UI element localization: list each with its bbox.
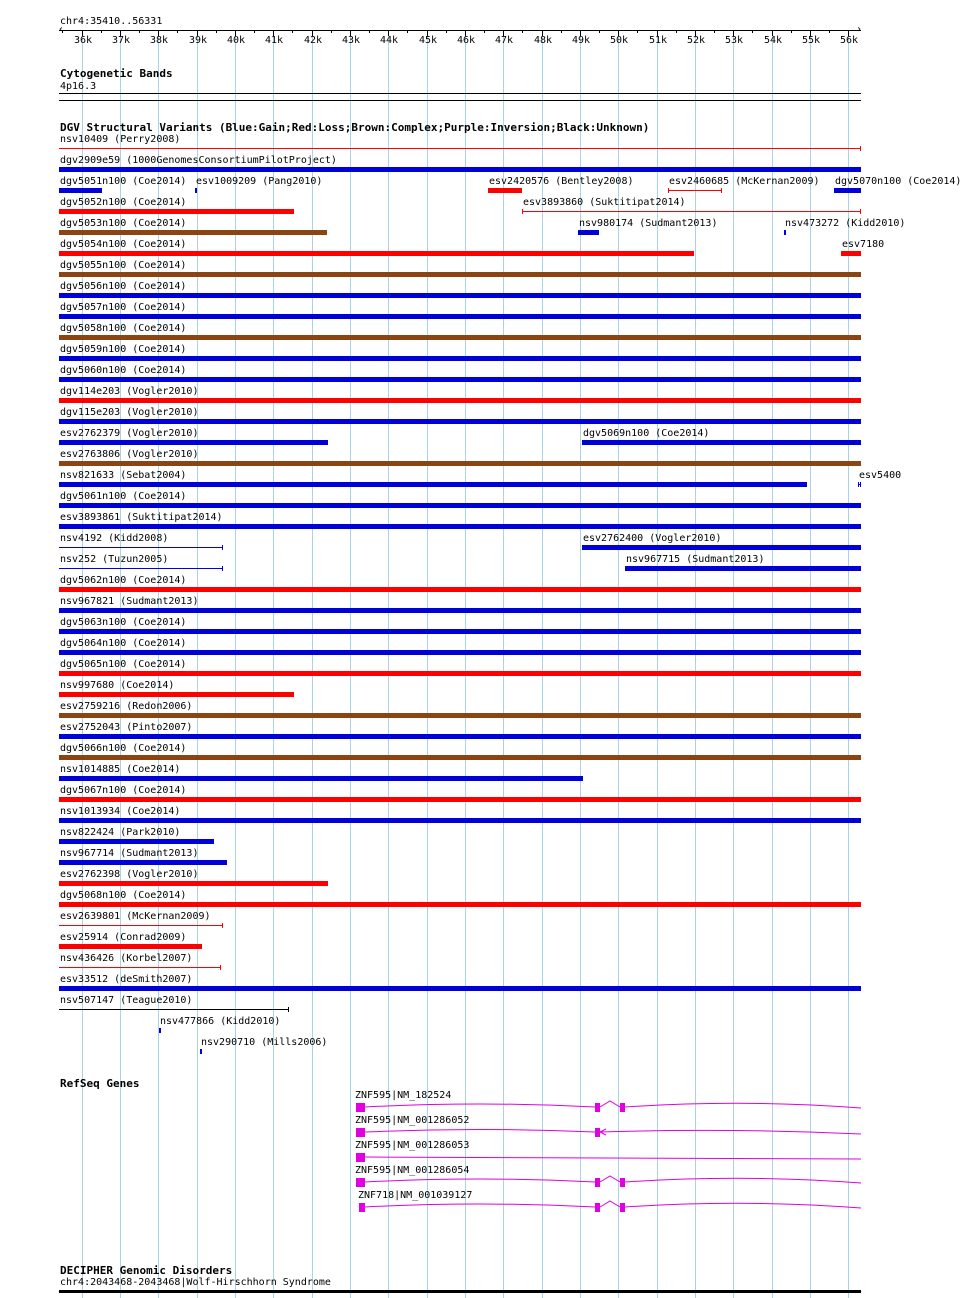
dgv-feature-label[interactable]: esv2639801 (McKernan2009) xyxy=(60,911,211,922)
dgv-feature-label[interactable]: esv2420576 (Bentley2008) xyxy=(489,176,634,187)
dgv-feature-label[interactable]: nsv4192 (Kidd2008) xyxy=(60,533,169,544)
dgv-feature-label[interactable]: nsv980174 (Sudmant2013) xyxy=(579,218,718,229)
refseq-exon[interactable] xyxy=(595,1203,600,1212)
dgv-track-title[interactable]: DGV Structural Variants (Blue:Gain;Red:Loss;Brown:Complex;Purple:Inversion;Black:Unknown) xyxy=(60,121,650,134)
dgv-feature-label[interactable]: dgv5059n100 (Coe2014) xyxy=(60,344,187,355)
ruler-tick-label: 40k xyxy=(227,35,246,46)
ruler-tick-label: 41k xyxy=(265,35,284,46)
refseq-intron-line xyxy=(365,1176,861,1183)
ruler-tick-label: 44k xyxy=(380,35,399,46)
ruler-tick-label: 37k xyxy=(112,35,131,46)
refseq-gene-label[interactable]: ZNF595|NM_001286052 xyxy=(355,1115,470,1126)
dgv-feature-label[interactable]: nsv967714 (Sudmant2013) xyxy=(60,848,199,859)
ruler-tick-label: 51k xyxy=(649,35,668,46)
dgv-feature-label[interactable]: dgv5058n100 (Coe2014) xyxy=(60,323,187,334)
refseq-gene-label[interactable]: ZNF718|NM_001039127 xyxy=(358,1190,473,1201)
refseq-exon[interactable] xyxy=(620,1103,625,1112)
dgv-feature-label[interactable]: esv2762379 (Vogler2010) xyxy=(60,428,199,439)
dgv-feature-label[interactable]: esv7180 xyxy=(842,239,885,250)
dgv-feature-label[interactable]: nsv507147 (Teague2010) xyxy=(60,995,193,1006)
refseq-exon[interactable] xyxy=(356,1103,365,1112)
ruler-tick-label: 43k xyxy=(342,35,361,46)
dgv-feature-label[interactable]: nsv436426 (Korbel2007) xyxy=(60,953,193,964)
dgv-feature-label[interactable]: nsv10409 (Perry2008) xyxy=(60,134,181,145)
dgv-feature-label[interactable]: nsv967821 (Sudmant2013) xyxy=(60,596,199,607)
ruler-tick-label: 42k xyxy=(304,35,323,46)
ruler-tick-label: 55k xyxy=(802,35,821,46)
dgv-feature-label[interactable]: dgv5061n100 (Coe2014) xyxy=(60,491,187,502)
dgv-feature-label[interactable]: nsv290710 (Mills2006) xyxy=(201,1037,328,1048)
dgv-feature-label[interactable]: esv2752043 (Pinto2007) xyxy=(60,722,193,733)
ruler-tick-label: 56k xyxy=(840,35,859,46)
dgv-feature-label[interactable]: esv2460685 (McKernan2009) xyxy=(669,176,820,187)
ruler-tick-label: 38k xyxy=(150,35,169,46)
dgv-feature-label[interactable]: dgv2909e59 (1000GenomesConsortiumPilotProject) xyxy=(60,155,337,166)
refseq-intron-line xyxy=(365,1129,861,1135)
dgv-feature-label[interactable]: dgv5052n100 (Coe2014) xyxy=(60,197,187,208)
refseq-intron-line xyxy=(365,1201,861,1208)
dgv-feature-label[interactable]: esv2763806 (Vogler2010) xyxy=(60,449,199,460)
dgv-feature-label[interactable]: nsv967715 (Sudmant2013) xyxy=(626,554,765,565)
decipher-track-title[interactable]: DECIPHER Genomic Disorders xyxy=(60,1264,233,1277)
refseq-exon[interactable] xyxy=(620,1203,625,1212)
ruler-tick-label: 52k xyxy=(687,35,706,46)
cytoband-track-title[interactable]: Cytogenetic Bands xyxy=(60,67,173,80)
refseq-intron-line xyxy=(365,1101,861,1108)
dgv-feature-label[interactable]: nsv1014885 (Coe2014) xyxy=(60,764,181,775)
dgv-feature-label[interactable]: esv2759216 (Redon2006) xyxy=(60,701,193,712)
dgv-feature-label[interactable]: esv33512 (deSmith2007) xyxy=(60,974,193,985)
dgv-feature-label[interactable]: nsv473272 (Kidd2010) xyxy=(785,218,906,229)
dgv-feature-label[interactable]: nsv252 (Tuzun2005) xyxy=(60,554,169,565)
dgv-feature-label[interactable]: dgv5066n100 (Coe2014) xyxy=(60,743,187,754)
refseq-exon[interactable] xyxy=(595,1103,600,1112)
dgv-feature-label[interactable]: nsv477866 (Kidd2010) xyxy=(160,1016,281,1027)
ruler-tick-label: 36k xyxy=(74,35,93,46)
dgv-feature-label[interactable]: dgv5060n100 (Coe2014) xyxy=(60,365,187,376)
ruler-right-arrow: › xyxy=(856,24,863,35)
dgv-feature-label[interactable]: dgv5064n100 (Coe2014) xyxy=(60,638,187,649)
dgv-feature-label[interactable]: dgv115e203 (Vogler2010) xyxy=(60,407,199,418)
dgv-feature-label[interactable]: dgv5068n100 (Coe2014) xyxy=(60,890,187,901)
ruler-left-arrow: ‹ xyxy=(58,24,65,35)
dgv-feature-label[interactable]: dgv5069n100 (Coe2014) xyxy=(583,428,710,439)
dgv-feature-label[interactable]: dgv5054n100 (Coe2014) xyxy=(60,239,187,250)
decipher-feature-label[interactable]: chr4:2043468-2043468|Wolf-Hirschhorn Syndrome xyxy=(60,1277,331,1288)
dgv-feature-label[interactable]: esv25914 (Conrad2009) xyxy=(60,932,187,943)
dgv-feature-label[interactable]: esv3893860 (Suktitipat2014) xyxy=(523,197,686,208)
cytoband-name: 4p16.3 xyxy=(60,81,97,92)
decipher-feature-bar[interactable] xyxy=(59,1290,861,1293)
ruler-tick-label: 46k xyxy=(457,35,476,46)
dgv-feature-label[interactable]: dgv5051n100 (Coe2014) xyxy=(60,176,187,187)
refseq-exon[interactable] xyxy=(595,1178,600,1187)
refseq-exon[interactable] xyxy=(620,1178,625,1187)
dgv-feature-label[interactable]: esv3893861 (Suktitipat2014) xyxy=(60,512,223,523)
dgv-feature-label[interactable]: dgv5055n100 (Coe2014) xyxy=(60,260,187,271)
ruler-tick-label: 47k xyxy=(495,35,514,46)
ruler-tick-label: 39k xyxy=(189,35,208,46)
dgv-feature-label[interactable]: dgv114e203 (Vogler2010) xyxy=(60,386,199,397)
dgv-feature-label[interactable]: dgv5065n100 (Coe2014) xyxy=(60,659,187,670)
refseq-exon[interactable] xyxy=(356,1178,365,1187)
dgv-feature-label[interactable]: nsv821633 (Sebat2004) xyxy=(60,470,187,481)
ruler-tick-label: 45k xyxy=(419,35,438,46)
refseq-exon[interactable] xyxy=(359,1203,365,1212)
dgv-feature-label[interactable]: esv1009209 (Pang2010) xyxy=(196,176,323,187)
dgv-feature-label[interactable]: dgv5062n100 (Coe2014) xyxy=(60,575,187,586)
dgv-feature-label[interactable]: dgv5070n100 (Coe2014) xyxy=(835,176,961,187)
dgv-feature-label[interactable]: nsv822424 (Park2010) xyxy=(60,827,181,838)
ruler-location: chr4:35410..56331 xyxy=(60,16,163,27)
ruler-tick-label: 54k xyxy=(764,35,783,46)
refseq-gene-label[interactable]: ZNF595|NM_182524 xyxy=(355,1090,452,1101)
dgv-feature-label[interactable]: nsv1013934 (Coe2014) xyxy=(60,806,181,817)
dgv-feature-label[interactable]: dgv5056n100 (Coe2014) xyxy=(60,281,187,292)
refseq-gene-label[interactable]: ZNF595|NM_001286053 xyxy=(355,1140,470,1151)
dgv-feature-label[interactable]: dgv5063n100 (Coe2014) xyxy=(60,617,187,628)
dgv-feature-label[interactable]: dgv5053n100 (Coe2014) xyxy=(60,218,187,229)
refseq-track-title[interactable]: RefSeq Genes xyxy=(60,1077,140,1090)
ruler-tick-label: 48k xyxy=(534,35,553,46)
refseq-exon[interactable] xyxy=(356,1153,365,1162)
ruler-tick-label: 50k xyxy=(610,35,629,46)
dgv-feature-label[interactable]: esv2762398 (Vogler2010) xyxy=(60,869,199,880)
ruler-tick-label: 53k xyxy=(725,35,744,46)
dgv-feature-label[interactable]: esv5400 xyxy=(859,470,902,481)
refseq-exon[interactable] xyxy=(356,1128,365,1137)
dgv-feature-label[interactable]: dgv5067n100 (Coe2014) xyxy=(60,785,187,796)
ruler-tick-label: 49k xyxy=(572,35,591,46)
refseq-intron-line xyxy=(365,1157,861,1159)
dgv-feature-label[interactable]: nsv997680 (Coe2014) xyxy=(60,680,175,691)
refseq-gene-label[interactable]: ZNF595|NM_001286054 xyxy=(355,1165,470,1176)
dgv-feature-label[interactable]: dgv5057n100 (Coe2014) xyxy=(60,302,187,313)
dgv-feature-label[interactable]: esv2762400 (Vogler2010) xyxy=(583,533,722,544)
refseq-exon[interactable] xyxy=(595,1128,600,1137)
